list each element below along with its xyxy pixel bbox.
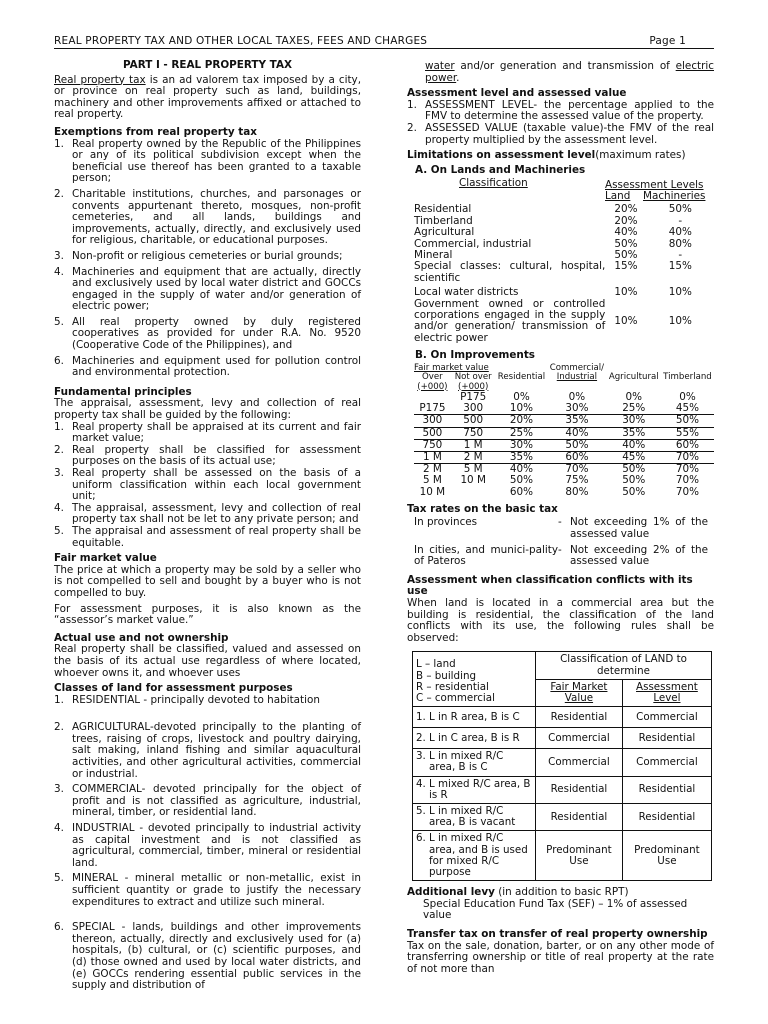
timberland-header: Timberland [663, 372, 712, 383]
agricultural-header: Agricultural [608, 372, 659, 383]
intro-term: Real property tax [54, 73, 146, 86]
item-number: 1. [54, 693, 64, 706]
machinery-level: 50% [668, 203, 692, 216]
electric-power-text: electric power [425, 60, 714, 84]
rate-jurisdiction: In provinces [414, 516, 478, 529]
conflict-table [412, 651, 712, 881]
commercial-cell: 50% [547, 439, 606, 451]
improvement-row [414, 475, 714, 486]
item-number: 2. [407, 121, 417, 134]
conflict-row [413, 776, 712, 803]
timberland-cell: 45% [661, 403, 714, 415]
over-cell: 2 M [422, 463, 442, 476]
section-b-heading: B. On Improvements [415, 349, 535, 362]
item-text: INDUSTRIAL - devoted principally to industrial activity as capital investment and is not classified as agricultural, commercial, timber, mineral or residential land. [72, 822, 361, 869]
machinery-level: 80% [668, 237, 692, 250]
commercial-cell: 0% [568, 391, 586, 404]
conflict-case [413, 776, 536, 803]
land-level: 50% [614, 237, 638, 250]
level-class: Residential [622, 776, 711, 803]
classification-name: Mineral [414, 248, 453, 261]
item-text: ASSESSED VALUE (taxable value)-the FMV of the real property multiplied by the assessment level. [425, 121, 714, 146]
water-link-text: water [425, 60, 455, 72]
not-over-cell: 750 [451, 427, 496, 439]
case-number: 4. [416, 777, 426, 790]
improvements-table [414, 364, 714, 498]
improvement-row [414, 439, 714, 451]
land-level: 15% [614, 260, 638, 273]
item-number: 1. [54, 137, 64, 150]
item-number: 5. [54, 872, 64, 885]
classes-item [54, 695, 361, 707]
commercial-header-1: Commercial/ [549, 362, 605, 373]
item-text: Real property shall be appraised at its current and fair market value; [72, 420, 361, 445]
conflict-case [413, 804, 536, 831]
item-text: AGRICULTURAL-devoted principally to the planting of trees, raising of crops, livestock and poultry dairying, salt making, inland fishing and similar aquacultural activities, and other agricultural activities, commercial or industrial. [72, 721, 361, 780]
machinery-level: - [678, 214, 683, 227]
land-header: Land [605, 190, 631, 203]
classification-name: Local water districts [414, 286, 519, 299]
fundamental-intro: The appraisal, assessment, levy and collection of real property tax shall be guided by the following: [54, 397, 361, 422]
assessment-levels-table [414, 204, 714, 344]
case-text: L mixed R/C area, B is R [429, 777, 531, 801]
not-over-cell: 1 M [451, 439, 496, 451]
residential-cell: 0% [513, 391, 530, 404]
timberland-cell: 55% [661, 427, 714, 439]
machinery-level: 40% [668, 226, 692, 239]
fmv-class: Residential [536, 804, 623, 831]
residential-cell: 35% [496, 452, 548, 464]
exemptions-item [54, 139, 361, 185]
item-number: 5. [54, 315, 64, 328]
fundamental-heading: Fundamental principles [54, 385, 192, 398]
unit-header-2: (+000) [458, 381, 489, 392]
conflict-case [413, 749, 536, 776]
commercial-cell: 75% [565, 474, 589, 487]
levy-heading: Additional levy [407, 886, 495, 899]
commercial-cell: 80% [565, 485, 589, 498]
page-number: Page 1 [649, 35, 686, 47]
fundamental-item [54, 445, 361, 468]
conflict-row [413, 831, 712, 881]
machinery-level: 15% [668, 260, 692, 273]
rates-heading: Tax rates on the basic tax [407, 502, 558, 515]
residential-cell: 60% [509, 485, 533, 498]
item-number: 4. [54, 501, 64, 514]
limits-heading: Limitations on assessment level [407, 149, 596, 162]
not-over-cell: 500 [451, 415, 496, 427]
agricultural-cell: 30% [607, 415, 661, 427]
level-header: Assessment Level [622, 679, 711, 706]
classification-name: Government owned or controlled corporations engaged in the supply and/or generation/ transmission of electric power [414, 297, 606, 344]
not-over-cell [451, 487, 496, 498]
document-title: REAL PROPERTY TAX AND OTHER LOCAL TAXES, FEES AND CHARGES [54, 35, 428, 47]
item-text: RESIDENTIAL - principally devoted to habitation [72, 693, 320, 706]
unit-header-1: (+000) [417, 381, 448, 392]
case-number: 1. [416, 710, 426, 723]
item-number: 2. [54, 443, 64, 456]
item-text: All real property owned by duly registered cooperatives as provided for under R.A. No. 9520 (Cooperative Code of the Philippines), and [72, 315, 361, 352]
fmv-text-2: For assessment purposes, it is also known as the “assessor’s market value.” [54, 602, 361, 627]
classes-item [54, 873, 361, 908]
classification-name: Residential [414, 203, 472, 216]
land-level: 10% [614, 314, 638, 327]
machineries-header: Machineries [643, 190, 706, 203]
classification-name: Special classes: cultural, hospital, scientific [414, 260, 606, 284]
commercial-cell: 60% [547, 452, 606, 464]
exemptions-item [54, 267, 361, 313]
land-level: 20% [614, 214, 638, 227]
level-class: Predominant Use [622, 831, 711, 881]
exemptions-item [54, 356, 361, 379]
item-text: MINERAL - mineral metallic or non-metallic, exist in sufficient quantity or grade to justify the necessary expenditures to extract and utilize such mineral. [72, 872, 361, 908]
rate-value: Not exceeding 2% of the assessed value [570, 543, 708, 568]
rates-list [407, 517, 714, 567]
classification-col-header: Classification [459, 177, 528, 190]
level-class: Residential [622, 804, 711, 831]
timberland-cell: 50% [661, 415, 714, 427]
continued-text: water and/or generation and transmission of electric power. [425, 60, 714, 84]
classes-item [54, 823, 361, 869]
classes-list [54, 695, 361, 992]
item-number: 2. [54, 187, 64, 200]
not-over-cell: 2 M [451, 452, 496, 464]
conflict-row [413, 707, 712, 728]
agricultural-cell: 25% [607, 403, 661, 415]
intro-text: is an ad valorem tax imposed by a city, or province on real property such as land, buildings, machinery and other improvements affixed or attached to real property. [54, 73, 362, 121]
agricultural-cell: 50% [622, 474, 646, 487]
improvement-row [414, 487, 714, 498]
agricultural-cell: 50% [622, 463, 646, 476]
fmv-class: Commercial [536, 728, 623, 749]
conflict-case [413, 831, 536, 881]
rate-value: Not exceeding 1% of the assessed value [570, 516, 708, 541]
item-text: ASSESSMENT LEVEL- the percentage applied to the FMV to determine the assessed value of the property. [425, 98, 714, 123]
legend-cell: L – land B – building R – residential C – commercial [413, 652, 536, 707]
timberland-cell: 70% [675, 474, 700, 487]
timberland-cell: 70% [675, 463, 700, 476]
residential-cell: 20% [496, 415, 548, 427]
exemptions-heading: Exemptions from real property tax [54, 125, 257, 138]
item-text: Non-profit or religious cemeteries or burial grounds; [72, 249, 343, 262]
improvement-row [414, 452, 714, 464]
levy-text: Special Education Fund Tax (SEF) – 1% of assessed value [423, 897, 688, 922]
classification-row [414, 284, 714, 298]
commercial-cell: 70% [565, 463, 589, 476]
over-cell: 10 M [419, 485, 446, 498]
actual-use-heading: Actual use and not ownership [54, 631, 229, 644]
case-text: L in R area, B is C [429, 710, 520, 723]
improvement-row [414, 415, 714, 427]
over-cell: 5 M [422, 474, 442, 487]
item-number: 4. [54, 822, 64, 835]
page-header [54, 36, 714, 49]
improvement-row [414, 403, 714, 415]
rate-row [407, 545, 714, 568]
improvement-row [414, 392, 714, 403]
intro-paragraph [54, 75, 361, 121]
not-over-cell: P175 [460, 391, 487, 404]
conflict-text: When land is located in a commercial area but the building is residential, the classification of the land conflicts with its use, the following rules shall be observed: [407, 597, 714, 644]
level-class: Commercial [622, 707, 711, 728]
land-level: 40% [614, 226, 638, 239]
classes-item [54, 922, 361, 992]
timberland-cell: 70% [675, 485, 700, 498]
classes-heading: Classes of land for assessment purposes [54, 682, 293, 695]
item-number: 3. [54, 783, 64, 796]
conflict-case [413, 707, 536, 728]
classification-row [414, 239, 714, 250]
item-number: 5. [54, 524, 64, 537]
land-level: 10% [614, 286, 638, 299]
item-text: Real property owned by the Republic of the Philippines or any of its political subdivision except when the beneficial use thereof has been granted to a taxable person; [72, 137, 361, 185]
conflict-row [413, 804, 712, 831]
rate-row [407, 517, 714, 540]
fmv-text: The price at which a property may be sold by a seller who is not compelled to sell and bought by a buyer who is not compelled to buy. [54, 563, 361, 599]
not-over-cell: 10 M [460, 474, 486, 487]
not-over-cell: 300 [451, 403, 496, 415]
limits-heading-line [407, 150, 714, 162]
assessment-level-list [407, 100, 714, 146]
case-text: L in mixed R/C area, B is C [429, 750, 504, 774]
item-text: Real property shall be classified for assessment purposes on the basis of its actual use; [72, 443, 361, 468]
level-class: Commercial [622, 749, 711, 776]
residential-cell: 50% [509, 474, 533, 487]
over-cell: 300 [414, 415, 451, 427]
improvement-row [414, 427, 714, 439]
case-text: L in C area, B is R [429, 731, 520, 744]
fmv-class: Residential [536, 707, 623, 728]
exemptions-item [54, 317, 361, 352]
item-text: Charitable institutions, churches, and parsonages or convents appurtenant thereto, mosques, non-profit cemeteries, and all lands, buildings and improvements, actually, directly, and exclusively used for religious, charitable, or educational purposes. [72, 187, 361, 247]
land-level: 50% [614, 248, 638, 261]
case-number: 6. [416, 832, 426, 845]
fmv-heading: Fair market value [54, 552, 157, 565]
fmv-class: Residential [536, 776, 623, 803]
assessment-levels-header: Assessment Levels [605, 179, 704, 192]
item-number: 3. [54, 249, 64, 262]
fmv-class: Commercial [536, 749, 623, 776]
classification-header [407, 178, 714, 204]
agricultural-cell: 0% [625, 391, 642, 404]
fundamental-item [54, 526, 361, 549]
exemptions-item [54, 189, 361, 247]
fundamental-item [54, 503, 361, 526]
timberland-cell: 60% [661, 439, 714, 451]
classification-row [414, 261, 714, 284]
classification-row [414, 299, 714, 345]
conflict-case [413, 728, 536, 749]
actual-use-text: Real property shall be classified, valued and assessed on the basis of its actual use regardless of where located, whoever owns it, and whoever uses [54, 643, 361, 679]
limits-note: (maximum rates) [595, 149, 686, 162]
level-class: Residential [622, 728, 711, 749]
agricultural-cell: 45% [607, 452, 661, 464]
residential-cell: 25% [496, 427, 548, 439]
section-a-heading: A. On Lands and Machineries [415, 163, 586, 176]
levels-item [407, 100, 714, 123]
item-number: 6. [54, 354, 64, 367]
levels-item [407, 123, 714, 146]
exemptions-list [54, 139, 361, 379]
fmv-class: Predominant Use [536, 831, 623, 881]
over-cell: P175 [414, 403, 451, 415]
item-text: The appraisal, assessment, levy and collection of real property tax shall not be let to any private person; and [72, 501, 361, 526]
over-cell: 750 [414, 439, 451, 451]
assessment-level-heading: Assessment level and assessed value [407, 87, 627, 100]
over-cell: 1 M [414, 452, 451, 464]
conflict-heading: Assessment when classification conflicts with its use [407, 573, 693, 598]
agricultural-cell: 50% [622, 485, 646, 498]
fundamental-item [54, 422, 361, 445]
commercial-header-2: Industrial [556, 372, 598, 383]
item-number: 6. [54, 921, 64, 934]
part-title: PART I - REAL PROPERTY TAX [123, 59, 292, 71]
classification-row [414, 227, 714, 238]
machinery-level: - [678, 248, 683, 261]
classification-name: Agricultural [414, 226, 475, 239]
classification-top-header: Classification of LAND to determine [536, 652, 712, 679]
item-text: Machineries and equipment used for pollution control and environmental protection. [72, 354, 361, 379]
timberland-cell: 70% [661, 452, 714, 464]
commercial-cell: 30% [547, 403, 606, 415]
not-over-cell: 5 M [463, 463, 483, 476]
case-text: L in mixed R/C area, and B is used for mixed R/C purpose [429, 832, 528, 879]
fmv-col-header: Fair market value [414, 362, 489, 373]
left-column [54, 60, 361, 992]
case-number: 5. [416, 805, 426, 818]
agricultural-cell: 35% [607, 427, 661, 439]
timberland-cell: 0% [679, 391, 696, 404]
fundamental-list [54, 422, 361, 550]
classes-item [54, 784, 361, 819]
classification-name: Commercial, industrial [414, 237, 532, 250]
not-over-header: Not over [454, 372, 492, 383]
item-text: SPECIAL - lands, buildings and other improvements thereon, actually, directly and exclusively used for (a) hospitals, (b) cultural, or (c) scientific purposes, and (d) those owned and used by local water districts, and (e) GOCCs rendering essential public services in the supply and distribution of [72, 921, 361, 992]
exemptions-item [54, 251, 361, 263]
item-number: 3. [54, 467, 64, 479]
machinery-level: 10% [668, 286, 692, 299]
land-level: 20% [614, 203, 638, 216]
conflict-row [413, 749, 712, 776]
continued-mid: and/or generation and transmission of [454, 60, 676, 72]
transfer-heading: Transfer tax on transfer of real property ownership [407, 928, 708, 941]
residential-header: Residential [497, 372, 546, 383]
improvement-row [414, 464, 714, 476]
rate-jurisdiction: In cities, and munici-pality of Pateros [414, 543, 558, 568]
classification-name: Timberland [414, 214, 473, 227]
over-header: Over [422, 372, 443, 383]
transfer-text: Tax on the sale, donation, barter, or on any other mode of transferring ownership or title of real property at the rate of not more than [407, 939, 714, 975]
residential-cell: 10% [496, 403, 548, 415]
item-text: Real property shall be assessed on the basis of a uniform classification within each local government unit; [72, 467, 361, 503]
item-number: 1. [407, 98, 417, 111]
fundamental-item [54, 468, 361, 503]
classes-item [54, 722, 361, 780]
agricultural-cell: 40% [607, 439, 661, 451]
case-text: L in mixed R/C area, B is vacant [429, 805, 516, 829]
item-number: 2. [54, 721, 64, 734]
residential-cell: 30% [496, 439, 548, 451]
machinery-level: 10% [668, 314, 692, 327]
rate-dash: - [558, 516, 562, 529]
item-number: 1. [54, 420, 64, 433]
rate-dash: - [558, 543, 562, 556]
fmv-header: Fair Market Value [536, 679, 623, 706]
item-number: 4. [54, 265, 64, 278]
levy-note: (in addition to basic RPT) [494, 886, 629, 899]
conflict-row [413, 728, 712, 749]
case-number: 3. [416, 750, 426, 763]
commercial-cell: 40% [547, 427, 606, 439]
over-cell: 500 [414, 427, 451, 439]
item-text: The appraisal and assessment of real property shall be equitable. [72, 524, 361, 549]
item-text: Machineries and equipment that are actually, directly and exclusively used by local water district and GOCCs engaged in the supply of water and/or generation of electric power; [72, 265, 361, 313]
residential-cell: 40% [509, 463, 533, 476]
case-number: 2. [416, 731, 426, 744]
right-column [407, 61, 714, 975]
item-text: COMMERCIAL- devoted principally for the object of profit and is not classified as agriculture, industrial, mineral, timber, or residential land. [72, 783, 361, 819]
commercial-cell: 35% [547, 415, 606, 427]
